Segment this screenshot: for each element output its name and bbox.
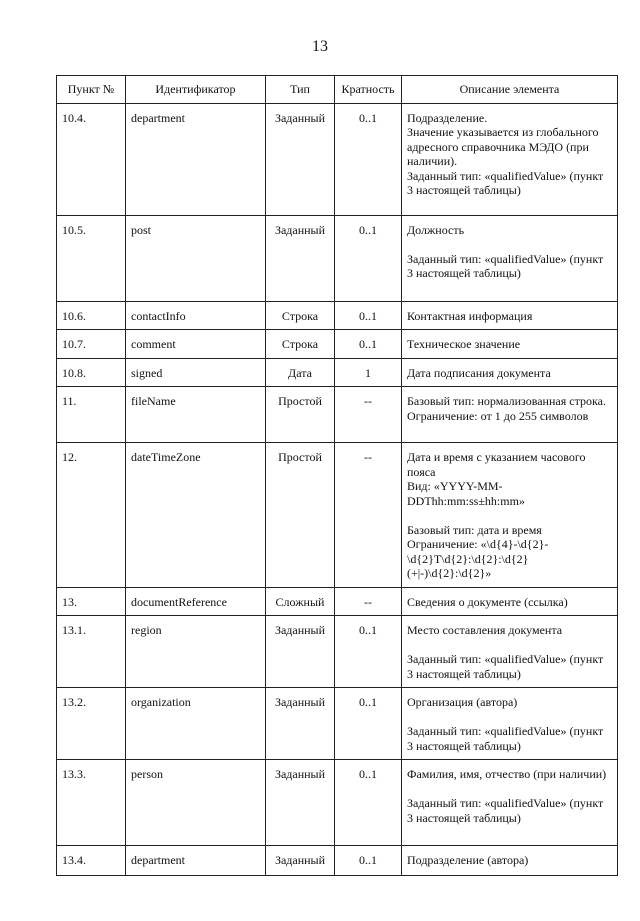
cell-number: 10.4. bbox=[57, 103, 126, 215]
cell-number: 13. bbox=[57, 587, 126, 616]
cell-description: Сведения о документе (ссылка) bbox=[402, 587, 618, 616]
cell-number: 13.1. bbox=[57, 616, 126, 688]
cell-identifier: fileName bbox=[126, 387, 266, 443]
cell-type: Заданный bbox=[266, 688, 335, 760]
header-description: Описание элемента bbox=[402, 76, 618, 104]
table-row bbox=[57, 688, 618, 760]
cell-type: Дата bbox=[266, 358, 335, 387]
header-identifier: Идентификатор bbox=[126, 76, 266, 104]
cell-description: Подразделение (автора) bbox=[402, 846, 618, 876]
cell-description: Дата подписания документа bbox=[402, 358, 618, 387]
cell-number: 11. bbox=[57, 387, 126, 443]
header-item-number: Пункт № bbox=[57, 76, 126, 104]
cell-multiplicity: 0..1 bbox=[335, 846, 402, 876]
cell-multiplicity: 0..1 bbox=[335, 688, 402, 760]
cell-multiplicity: -- bbox=[335, 443, 402, 588]
cell-number: 10.7. bbox=[57, 330, 126, 359]
cell-type: Строка bbox=[266, 301, 335, 330]
cell-identifier: organization bbox=[126, 688, 266, 760]
cell-number: 13.3. bbox=[57, 760, 126, 846]
cell-type: Заданный bbox=[266, 846, 335, 876]
cell-number: 12. bbox=[57, 443, 126, 588]
cell-identifier: region bbox=[126, 616, 266, 688]
cell-description: Организация (автора) Заданный тип: «qualifiedValue» (пункт 3 настоящей таблицы) bbox=[402, 688, 618, 760]
header-multiplicity: Кратность bbox=[335, 76, 402, 104]
cell-description: Базовый тип: нормализованная строка. Ограничение: от 1 до 255 символов bbox=[402, 387, 618, 443]
cell-multiplicity: 0..1 bbox=[335, 760, 402, 846]
cell-identifier: dateTimeZone bbox=[126, 443, 266, 588]
table-row bbox=[57, 846, 618, 876]
table-row bbox=[57, 587, 618, 616]
cell-type: Заданный bbox=[266, 760, 335, 846]
cell-description: Дата и время с указанием часового пояса Вид: «YYYY-MM-DDThh:mm:ss±hh:mm» Базовый тип: дата и время Ограничение: «\d{4}-\d{2}-\d{2}T\d{2}:\d{2}:\d{2}(+|-)\d{2}:\d{2}» bbox=[402, 443, 618, 588]
cell-identifier: signed bbox=[126, 358, 266, 387]
cell-multiplicity: 0..1 bbox=[335, 616, 402, 688]
table-row bbox=[57, 387, 618, 443]
cell-identifier: contactInfo bbox=[126, 301, 266, 330]
cell-identifier: documentReference bbox=[126, 587, 266, 616]
cell-type: Заданный bbox=[266, 103, 335, 215]
cell-multiplicity: -- bbox=[335, 587, 402, 616]
cell-multiplicity: -- bbox=[335, 387, 402, 443]
page-number: 13 bbox=[312, 38, 328, 55]
cell-type: Простой bbox=[266, 443, 335, 588]
cell-number: 10.5. bbox=[57, 215, 126, 301]
cell-description: Должность Заданный тип: «qualifiedValue» (пункт 3 настоящей таблицы) bbox=[402, 215, 618, 301]
table-row bbox=[57, 103, 618, 215]
cell-identifier: department bbox=[126, 846, 266, 876]
table-row bbox=[57, 760, 618, 846]
cell-description: Контактная информация bbox=[402, 301, 618, 330]
cell-type: Строка bbox=[266, 330, 335, 359]
cell-description: Фамилия, имя, отчество (при наличии) Заданный тип: «qualifiedValue» (пункт 3 настоящей таблицы) bbox=[402, 760, 618, 846]
cell-multiplicity: 0..1 bbox=[335, 330, 402, 359]
table-row bbox=[57, 215, 618, 301]
cell-type: Заданный bbox=[266, 616, 335, 688]
table-row bbox=[57, 330, 618, 359]
cell-description: Место составления документа Заданный тип: «qualifiedValue» (пункт 3 настоящей таблицы) bbox=[402, 616, 618, 688]
cell-multiplicity: 0..1 bbox=[335, 215, 402, 301]
table-row bbox=[57, 358, 618, 387]
cell-multiplicity: 0..1 bbox=[335, 103, 402, 215]
cell-identifier: comment bbox=[126, 330, 266, 359]
cell-identifier: person bbox=[126, 760, 266, 846]
cell-number: 13.2. bbox=[57, 688, 126, 760]
table-header-row bbox=[57, 76, 618, 104]
cell-multiplicity: 1 bbox=[335, 358, 402, 387]
table-row bbox=[57, 301, 618, 330]
table-row bbox=[57, 616, 618, 688]
cell-number: 13.4. bbox=[57, 846, 126, 876]
cell-description: Подразделение. Значение указывается из глобального адресного справочника МЭДО (при наличии). Заданный тип: «qualifiedValue» (пункт 3 настоящей таблицы) bbox=[402, 103, 618, 215]
cell-type: Простой bbox=[266, 387, 335, 443]
cell-description: Техническое значение bbox=[402, 330, 618, 359]
table-row bbox=[57, 443, 618, 588]
cell-identifier: department bbox=[126, 103, 266, 215]
cell-type: Сложный bbox=[266, 587, 335, 616]
cell-multiplicity: 0..1 bbox=[335, 301, 402, 330]
cell-identifier: post bbox=[126, 215, 266, 301]
cell-number: 10.6. bbox=[57, 301, 126, 330]
cell-number: 10.8. bbox=[57, 358, 126, 387]
element-spec-table bbox=[56, 75, 618, 876]
cell-type: Заданный bbox=[266, 215, 335, 301]
header-type: Тип bbox=[266, 76, 335, 104]
